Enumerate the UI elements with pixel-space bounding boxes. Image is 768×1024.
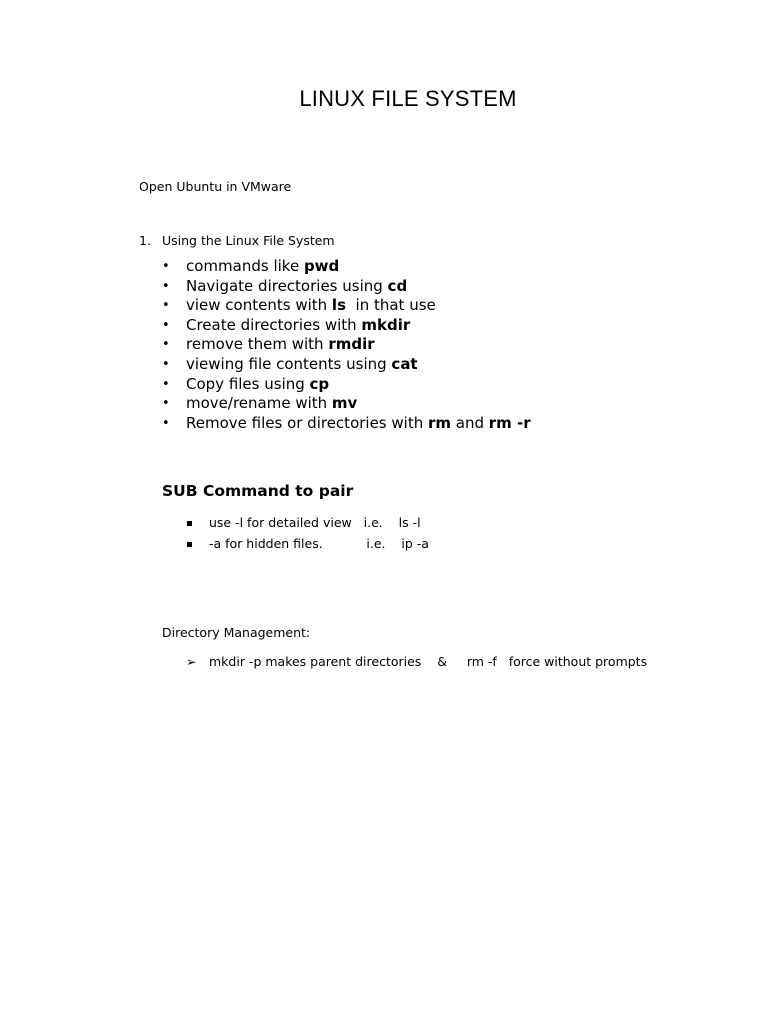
list-item: • move/rename with mv bbox=[162, 394, 358, 413]
sub-command-heading: SUB Command to pair bbox=[162, 482, 354, 500]
list-item: • commands like pwd bbox=[162, 257, 340, 275]
bullet-icon: • bbox=[162, 298, 170, 314]
section-heading: Using the Linux File System bbox=[162, 233, 335, 248]
bullet-icon: • bbox=[162, 337, 170, 353]
arrow-bullet-icon: ➢ bbox=[186, 654, 197, 669]
list-item: • remove them with rmdir bbox=[162, 335, 375, 354]
command-list bbox=[160, 257, 531, 433]
list-item: • Remove files or directories with rm and rm -r bbox=[162, 413, 531, 432]
list-item: -a for hidden files. i.e. ip -a bbox=[186, 534, 429, 555]
bullet-icon: • bbox=[162, 396, 170, 412]
square-bullet-icon bbox=[187, 521, 192, 526]
bullet-icon: • bbox=[162, 317, 170, 333]
bullet-icon: • bbox=[162, 415, 170, 431]
intro-text: Open Ubuntu in VMware bbox=[139, 179, 292, 194]
bullet-icon: • bbox=[162, 356, 170, 372]
bullet-icon: • bbox=[162, 259, 170, 274]
list-item: • Create directories with mkdir bbox=[162, 315, 411, 334]
list-item: • Copy files using cp bbox=[162, 374, 330, 393]
page-title: LINUX FILE SYSTEM bbox=[299, 86, 517, 111]
sub-command-list bbox=[186, 513, 429, 554]
list-item: • view contents with ls in that use bbox=[162, 296, 436, 315]
list-item: use -l for detailed view i.e. ls -l bbox=[186, 513, 429, 534]
bullet-icon: • bbox=[162, 278, 170, 294]
list-item: ➢ mkdir -p makes parent directories & rm -f force without prompts bbox=[186, 654, 648, 669]
square-bullet-icon bbox=[187, 542, 192, 547]
section-number: 1. bbox=[139, 233, 151, 248]
list-item: • viewing file contents using cat bbox=[162, 354, 418, 373]
list-item: • Navigate directories using cd bbox=[162, 276, 408, 295]
directory-management-heading: Directory Management: bbox=[162, 625, 311, 640]
bullet-icon: • bbox=[162, 376, 170, 392]
